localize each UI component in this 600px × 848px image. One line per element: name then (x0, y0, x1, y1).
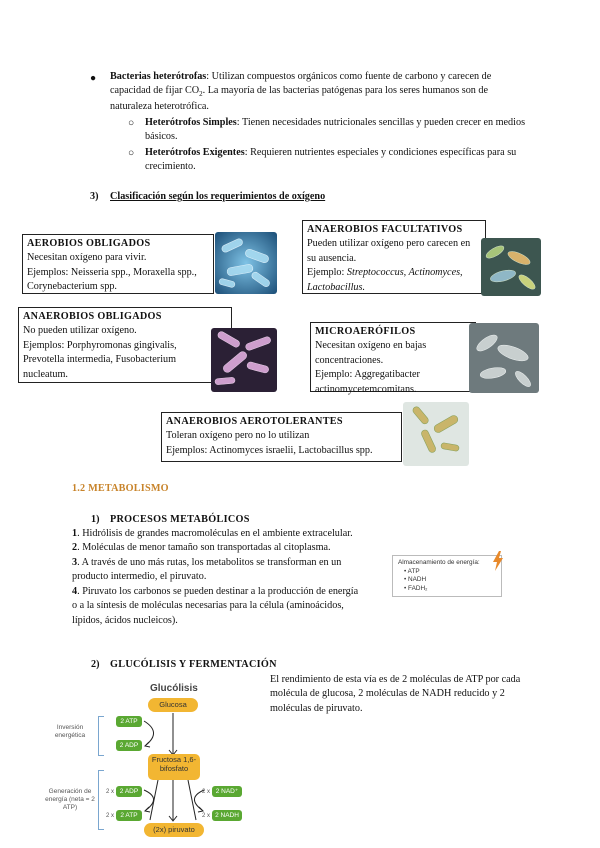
section3-number: 3) (90, 191, 99, 202)
aerobios-line1: Necesitan oxígeno para vivir. (27, 252, 147, 264)
energy-storage-title: Almacenamiento de energía: (398, 559, 480, 566)
step-4-text: . Piruvato los carbonos se pueden destinar a la producción de energía o a la síntesis de moléculas necesarias para la célula (aminoácidos, lípidos, ácidos nucleicos). (72, 585, 359, 626)
glucolisis-text-line1: El rendimiento de esta vía es de 2 moléculas de ATP por cada (270, 674, 521, 685)
metabolismo-heading: 1.2 METABOLISMO (72, 483, 169, 494)
bullet-dot: ● (90, 73, 97, 84)
aerotolerantes-image (403, 402, 469, 466)
diagram-title: Glucólisis (150, 683, 198, 694)
atp-in-pill: 2 ATP (116, 716, 142, 727)
facultativos-line1: Pueden utilizar oxígeno pero carecen en su ausencia. (307, 238, 471, 264)
glucolisis-title: GLUCÓLISIS Y FERMENTACIÓN (110, 659, 277, 670)
exigentes-paragraph (145, 146, 530, 175)
exigentes-text: : Requieren nutrientes especiales y condiciones específicas para su crecimiento. (145, 147, 517, 173)
nadh-pill: 2 NADH (212, 810, 242, 821)
aerotolerantes-title: ANAEROBIOS AEROTOLERANTES (166, 416, 343, 427)
aerotolerantes-line1: Toleran oxígeno pero no lo utilizan (166, 430, 310, 442)
aerobios-box (22, 234, 214, 294)
step-3-number: 3 (72, 556, 78, 568)
step-4-number: 4 (72, 585, 78, 597)
step-4 (72, 585, 362, 628)
facultativos-example (307, 266, 481, 295)
section3-title: Clasificación según los requerimientos de oxígeno (110, 191, 326, 202)
sub-bullet: ○ (128, 118, 135, 129)
simples-text: : Tienen necesidades nutricionales sencillas y pueden crecer en medios básicos. (145, 117, 526, 143)
heterotrofas-text2: . La mayoría de las bacterias patógenas para los seres humanos son de naturaleza heterotrófica. (110, 85, 489, 113)
glucosa-node: Glucosa (148, 698, 198, 712)
fructosa-node: Fructosa 1,6-bifosfato (148, 754, 200, 780)
step-2 (72, 541, 362, 555)
heterotrofas-title: Bacterias heterótrofas (110, 71, 207, 82)
simples-paragraph (145, 116, 530, 145)
aerobios-line2: Ejemplos: Neisseria spp., Moraxella spp., Corynebacterium spp. (27, 266, 197, 293)
facultativos-title: ANAEROBIOS FACULTATIVOS (307, 224, 463, 235)
exigentes-title: Heterótrofos Exigentes (145, 147, 245, 158)
glucolisis-number: 2) (91, 659, 100, 670)
step-2-text: . Moléculas de menor tamaño son transportadas al citoplasma. (77, 542, 331, 554)
piruvato-node: (2x) piruvato (144, 823, 204, 837)
microaerofilos-line1: Necesitan oxígeno en bajas concentraciones. (315, 340, 427, 366)
energy-item-fadh2: • FADH₂ (404, 584, 428, 592)
step-1-number: 1 (72, 528, 78, 539)
step-2-number: 2 (72, 542, 78, 554)
step-1-text: . Hidrólisis de grandes macromoléculas en el ambiente extracelular. (77, 528, 353, 539)
facultativos-image (481, 238, 541, 296)
glucolisis-diagram (38, 680, 264, 848)
step-3-text: . A través de uno más rutas, los metabolitos se transforman en un producto intermedio, el piruvato. (72, 556, 342, 583)
nad-pill: 2 NAD⁺ (212, 786, 242, 797)
microaerofilos-line2: Ejemplo: Aggregatibacter actinomycetemcomitans. (315, 369, 420, 395)
co2-subscript: 2 (199, 90, 203, 99)
anaerobios-line1: No pueden utilizar oxígeno. (23, 325, 137, 337)
anaerobios-title: ANAEROBIOS OBLIGADOS (23, 311, 162, 322)
aerobios-title: AEROBIOS OBLIGADOS (27, 238, 151, 249)
adp-in-pill: 2 ADP (116, 740, 142, 751)
aerobios-image (215, 232, 277, 294)
sub-bullet: ○ (128, 148, 135, 159)
multiplier-nad: 2 x (202, 789, 211, 795)
step-3 (72, 556, 362, 585)
procesos-number: 1) (91, 514, 100, 525)
multiplier-nadh: 2 x (202, 813, 211, 819)
facultativos-box (302, 220, 486, 294)
anaerobios-line2: Ejemplos: Porphyromonas gingivalis, Prevotella intermedia, Fusobacterium nucleatum. (23, 339, 177, 380)
adp-out-pill: 2 ADP (116, 786, 142, 797)
heterotrofas-paragraph (110, 70, 530, 115)
microaerofilos-image (469, 323, 539, 393)
multiplier-adp: 2 x (106, 789, 115, 795)
aerotolerantes-line2: Ejemplos: Actinomyces israelii, Lactobacillus spp. (166, 444, 373, 456)
lightning-icon (492, 551, 504, 576)
glucolisis-text (270, 673, 535, 716)
facultativos-example-species: Streptococcus, Actinomyces, Lactobacillus. (307, 267, 463, 293)
aerotolerantes-box (161, 412, 402, 462)
procesos-title: PROCESOS METABÓLICOS (110, 514, 250, 525)
energy-item-nadh: • NADH (404, 576, 427, 584)
simples-title: Heterótrofos Simples (145, 117, 237, 128)
facultativos-example-label: Ejemplo: (307, 267, 347, 279)
energy-item-atp: • ATP (404, 567, 420, 575)
step-1 (72, 527, 362, 541)
inversion-label: Inversión energética (54, 724, 86, 739)
anaerobios-box (18, 307, 232, 383)
atp-out-pill: 2 ATP (116, 810, 142, 821)
microaerofilos-box (310, 322, 476, 395)
energy-storage-box (392, 555, 502, 597)
glucolisis-text-line2: molécula de glucosa, 2 moléculas de NADH reducido y 2 moléculas de piruvato. (270, 688, 505, 714)
microaerofilos-title: MICROAERÓFILOS (315, 326, 416, 337)
anaerobios-image (211, 328, 277, 392)
generacion-label: Generación de energía (neta = 2 ATP) (45, 788, 95, 811)
procesos-steps (72, 527, 362, 628)
heterotrofas-text: : Utilizan compuestos orgánicos como fuente de carbono y carecen de capacidad de fijar CO (110, 71, 492, 97)
multiplier-atp: 2 x (106, 813, 115, 819)
